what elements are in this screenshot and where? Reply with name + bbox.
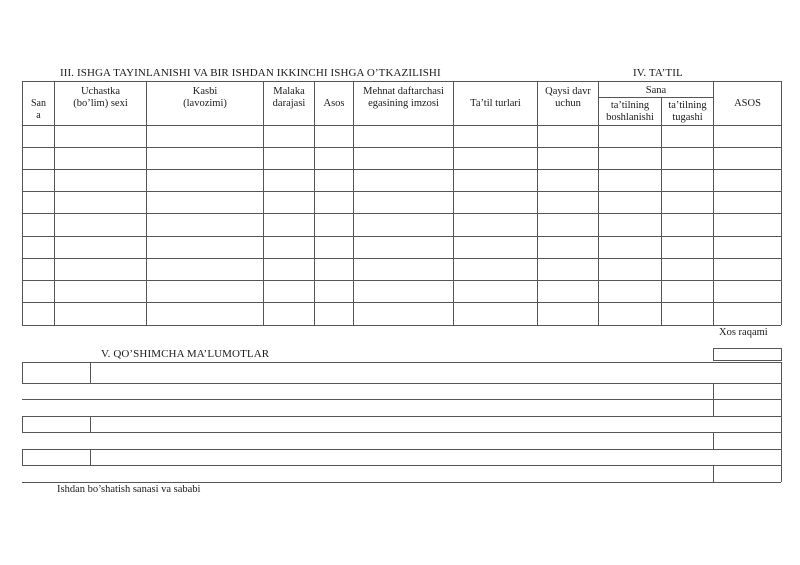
section-5-title: V. QO’SHIMCHA MA’LUMOTLAR [101,348,270,360]
col-malaka: Malaka darajasi [272,86,306,109]
col-asos: Asos [323,98,345,109]
col-qaysi-davr: Qaysi davr uchun [545,86,591,109]
col-tatil-boshlanishi: ta’tilning boshlanishi [606,100,654,123]
col-asos-caps: ASOS [734,98,761,109]
xos-raqami-box[interactable] [713,348,782,361]
xos-raqami-label: Xos raqami [719,327,768,338]
col-sana: San a [31,98,46,121]
dismissal-date-reason-label: Ishdan bo’shatish sanasi va sababi [57,484,201,495]
col-tatil-turlari: Ta’til turlari [470,98,521,109]
col-mehnat: Mehnat daftarchasi egasining imzosi [363,86,444,109]
section-3-title: III. ISHGA TAYINLANISHI VA BIR ISHDAN IKKINCHI ISHGA O’TKAZILISHI [60,67,441,79]
col-sana-group: Sana [645,85,667,96]
col-tatil-tugashi: ta’tilning tugashi [668,100,707,123]
col-uchastka: Uchastka (bo’lim) sexi [73,86,128,109]
col-kasbi: Kasbi (lavozimi) [183,86,227,109]
section-4-title: IV. TA’TIL [633,67,683,79]
